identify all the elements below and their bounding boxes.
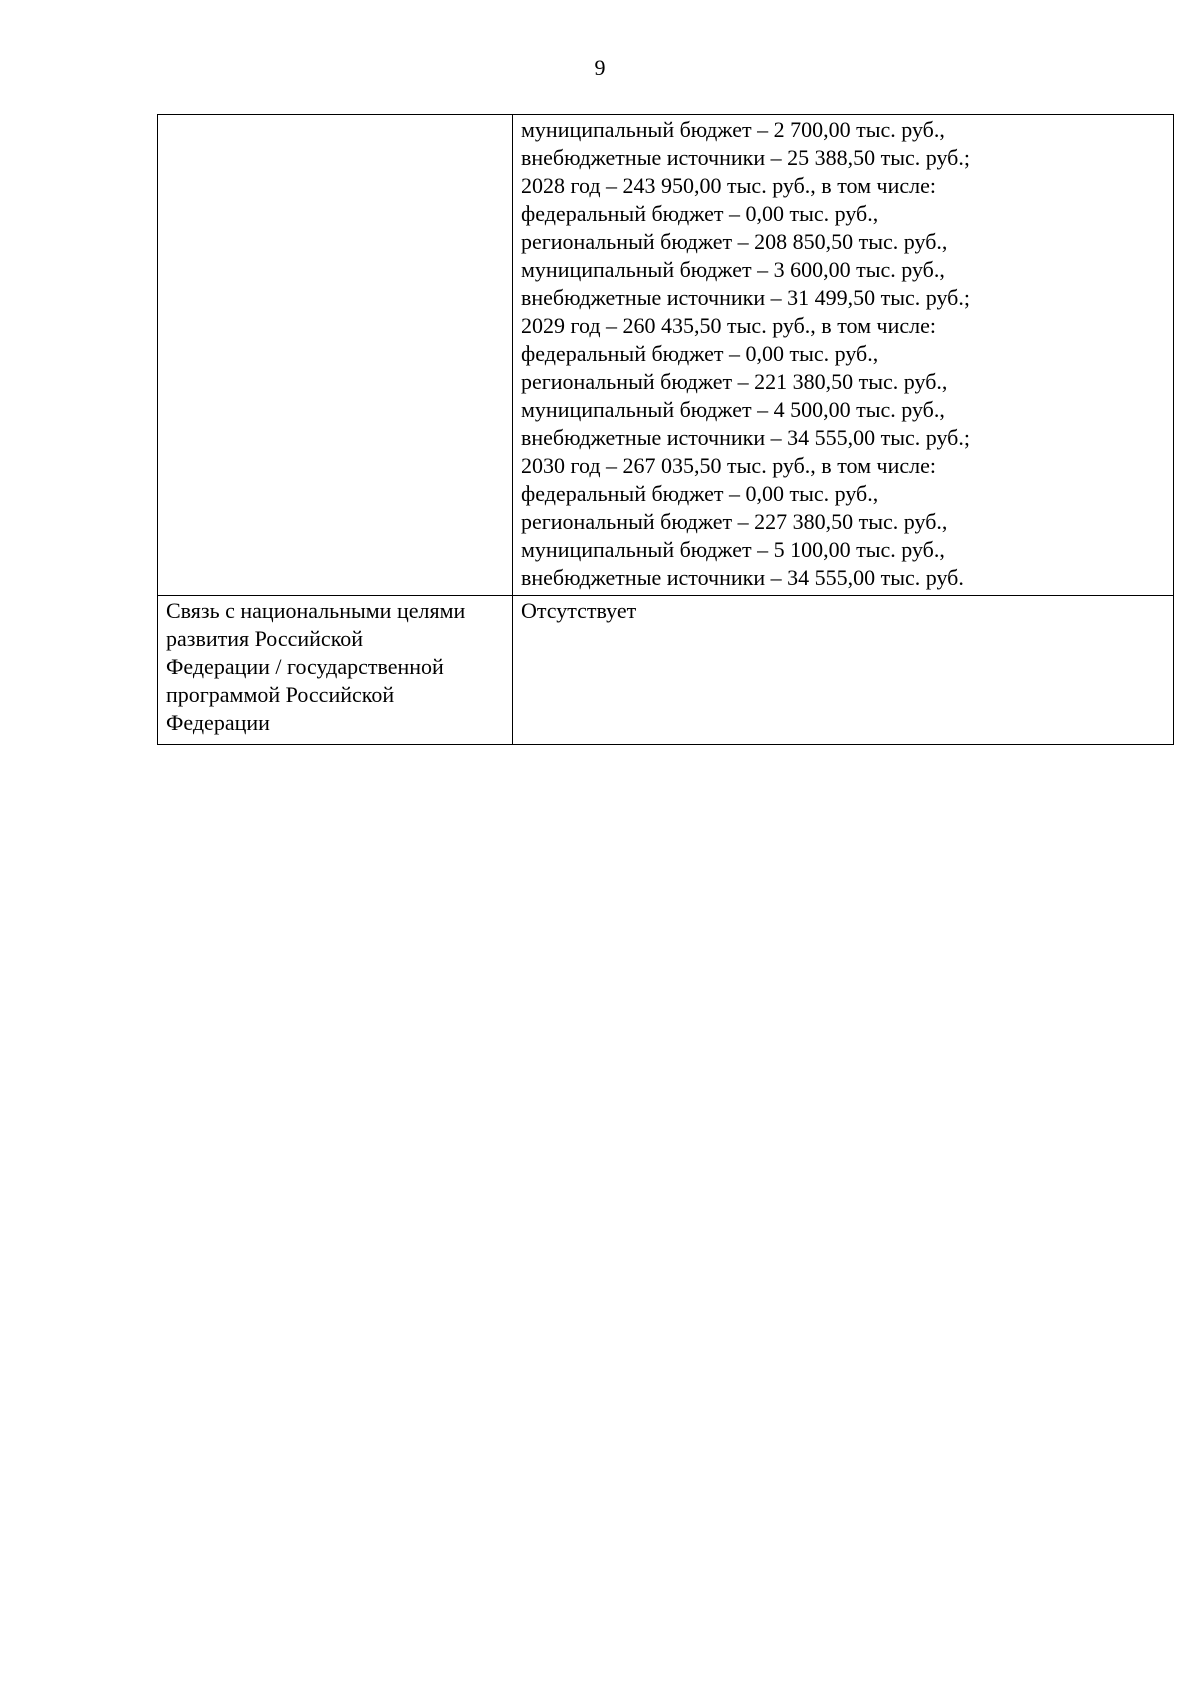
label-line: Федерации / государственной: [166, 654, 444, 679]
page-number: 9: [594, 55, 606, 80]
funding-line: региональный бюджет – 227 380,50 тыс. руб.,: [521, 509, 948, 534]
funding-line: внебюджетные источники – 31 499,50 тыс. руб.;: [521, 285, 970, 310]
table-cell-national-goals-value: [513, 596, 1174, 745]
funding-line: региональный бюджет – 208 850,50 тыс. руб.,: [521, 229, 948, 254]
funding-line: муниципальный бюджет – 5 100,00 тыс. руб.,: [521, 537, 945, 562]
funding-line: федеральный бюджет – 0,00 тыс. руб.,: [521, 481, 879, 506]
table-cell-funding-details: [513, 115, 1174, 596]
value-text: Отсутствует: [521, 598, 637, 623]
funding-line: муниципальный бюджет – 3 600,00 тыс. руб.,: [521, 257, 945, 282]
label-line: программой Российской: [166, 682, 395, 707]
funding-line: муниципальный бюджет – 2 700,00 тыс. руб.,: [521, 117, 945, 142]
funding-line: внебюджетные источники – 34 555,00 тыс. руб.;: [521, 425, 970, 450]
funding-year-line: 2030 год – 267 035,50 тыс. руб., в том числе:: [521, 453, 936, 478]
funding-line: внебюджетные источники – 34 555,00 тыс. руб.: [521, 565, 964, 590]
label-line: Федерации: [166, 710, 270, 735]
funding-line: внебюджетные источники – 25 388,50 тыс. руб.;: [521, 145, 970, 170]
funding-line: федеральный бюджет – 0,00 тыс. руб.,: [521, 341, 879, 366]
funding-year-line: 2028 год – 243 950,00 тыс. руб., в том числе:: [521, 173, 936, 198]
table-cell-national-goals-label: [158, 596, 513, 745]
label-line: Связь с национальными целями: [166, 598, 466, 623]
table-row: [158, 596, 1174, 745]
funding-line: федеральный бюджет – 0,00 тыс. руб.,: [521, 201, 879, 226]
table-cell-label-empty: [158, 115, 513, 596]
table-row: [158, 115, 1174, 596]
funding-line: региональный бюджет – 221 380,50 тыс. руб.,: [521, 369, 948, 394]
funding-line: муниципальный бюджет – 4 500,00 тыс. руб.,: [521, 397, 945, 422]
funding-year-line: 2029 год – 260 435,50 тыс. руб., в том числе:: [521, 313, 936, 338]
label-line: развития Российской: [166, 626, 364, 651]
program-passport-table: [157, 114, 1174, 745]
